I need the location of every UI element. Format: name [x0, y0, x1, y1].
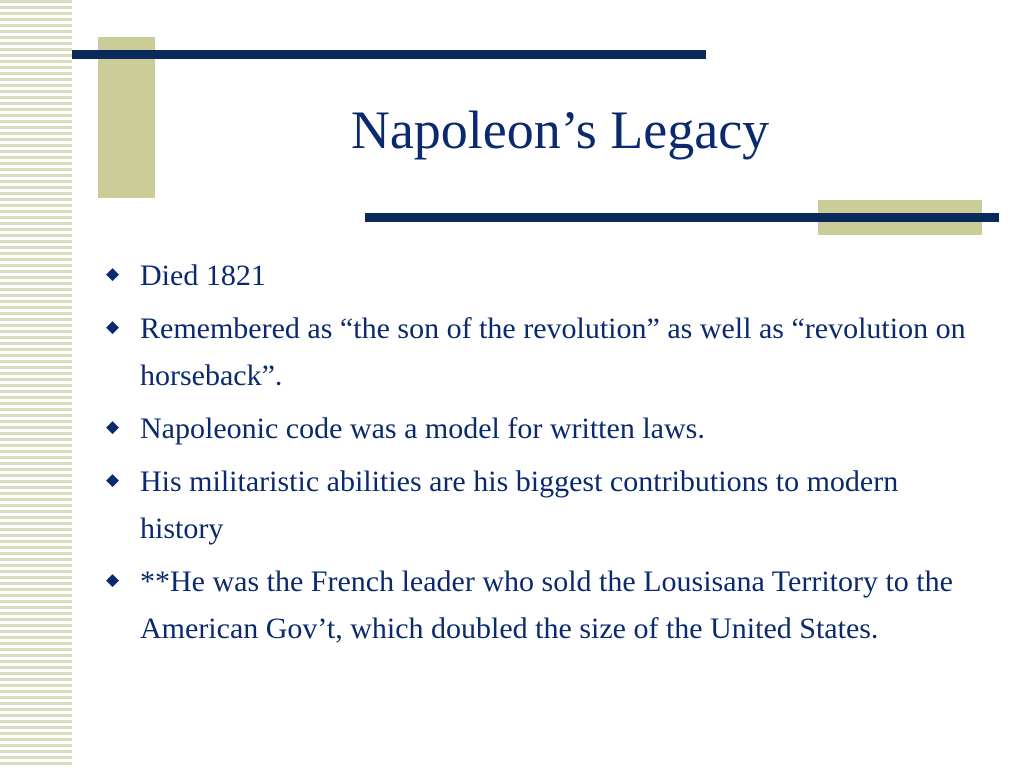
- bullet-item: [100, 305, 980, 399]
- bullet-list: [100, 252, 980, 658]
- bullet-text: Died 1821: [140, 259, 266, 292]
- bullet-item: [100, 405, 980, 452]
- bullet-item: [100, 252, 980, 299]
- accent-block-top-left: [98, 37, 155, 198]
- bullet-text: Remembered as “the son of the revolution” as well as “revolution on horseback”.: [140, 312, 966, 392]
- slide-title: Napoleon’s Legacy: [350, 100, 770, 160]
- diamond-bullet-icon: ◆: [106, 570, 120, 589]
- title-rule-bottom: [365, 213, 999, 222]
- bullet-text: His militaristic abilities are his biggest contributions to modern history: [140, 465, 899, 545]
- diamond-bullet-icon: ◆: [106, 470, 120, 489]
- bullet-item: [100, 558, 980, 652]
- diamond-bullet-icon: ◆: [106, 264, 120, 283]
- title-rule-top: [72, 50, 706, 59]
- diamond-bullet-icon: ◆: [106, 417, 120, 436]
- striped-margin-decoration: [0, 0, 72, 768]
- bullet-item: [100, 458, 980, 552]
- diamond-bullet-icon: ◆: [106, 317, 120, 336]
- bullet-text: **He was the French leader who sold the Lousisana Territory to the American Gov’t, which doubled the size of the United States.: [140, 565, 953, 645]
- bullet-text: Napoleonic code was a model for written laws.: [140, 412, 705, 445]
